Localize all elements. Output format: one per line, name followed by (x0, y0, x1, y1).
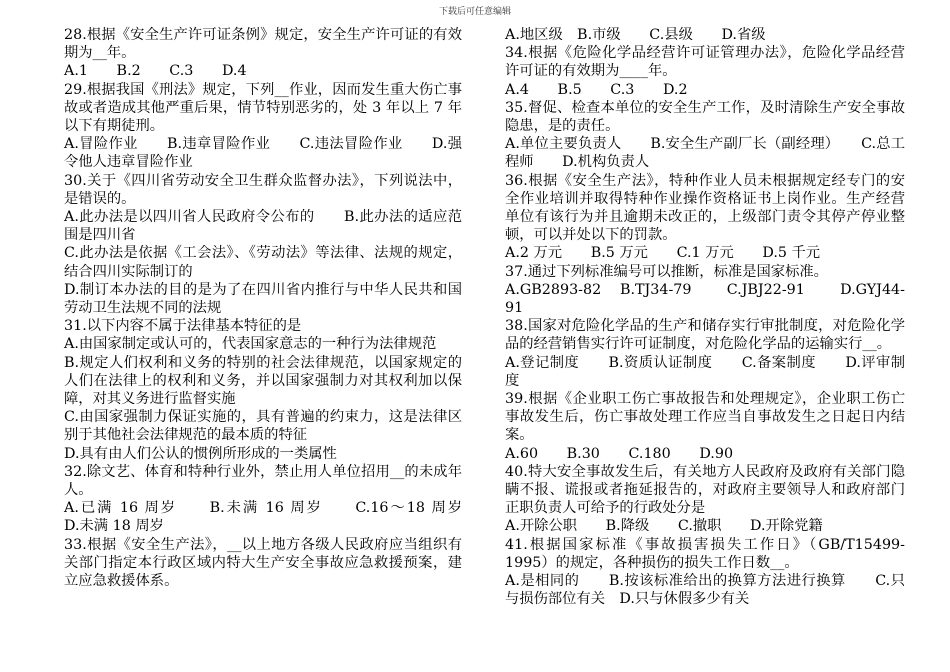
question-31-option-b: B.规定人们权利和义务的特别的社会法律规范，以国家规定的人们在法律上的权利和义务，并以国家强制力对其权利加以保障，对其义务进行监督实施 (64, 354, 462, 408)
question-31-option-a: A.由国家制定或认可的，代表国家意志的一种行为法律规范 (64, 336, 437, 353)
question-40: 40.特大安全事故发生后，有关地方人民政府及政府有关部门隐瞒不报、谎报或者拖延报告的，对政府主要领导人和政府部门正职负责人可给予的行政处分是 (505, 463, 905, 517)
question-30-option-d: D.制订本办法的目的是为了在四川省内推行与中华人民共和国劳动卫生法规不同的法规 (64, 281, 462, 317)
question-34-options: A.4 B.5 C.3 D.2 (505, 81, 688, 98)
question-31: 31.以下内容不属于法律基本特征的是 (64, 318, 302, 335)
question-29-options: A.冒险作业 B.违章冒险作业 C.违法冒险作业 D.强令他人违章冒险作业 (64, 136, 462, 171)
question-37-options: A.GB2893-82 B.TJ34-79 C.JBJ22-91 D.GYJ44-91 (505, 281, 905, 317)
question-32-options: A.已满 16 周岁 B.未满 16 周岁 C.16～18 周岁 D.未满 18 周岁 (64, 500, 491, 535)
question-38: 38.国家对危险化学品的生产和储存实行审批制度，对危险化学品的经营销售实行许可证制度，对危险化学品的运输实行__。 (505, 318, 905, 353)
question-39-options: A.60 B.30 C.180 D.90 (505, 445, 734, 462)
right-column (505, 26, 905, 609)
question-35: 35.督促、检查本单位的安全生产工作，及时清除生产安全事故隐患，是的责任。 (505, 99, 905, 135)
question-38-options: A.登记制度 B.资质认证制度 C.备案制度 D.评审制度 (505, 354, 905, 389)
question-31-option-c: C.由国家强制力保证实施的，具有普遍的约束力，这是法律区别于其他社会法律规范的最本质的特征 (64, 409, 462, 444)
question-40-options: A.开除公职 B.降级 C.撤职 D.开除党籍 (505, 518, 823, 535)
question-30: 30.关于《四川省劳动安全卫生群众监督办法》，下列说法中，是错误的。 (64, 172, 462, 207)
left-column (64, 26, 491, 590)
question-34: 34.根据《危险化学品经营许可证管理办法》，危险化学品经营许可证的有效期为____年。 (505, 45, 905, 80)
question-30-option-ab: A.此办法是以四川省人民政府令公布的 B.此办法的适应范围是四川省 (64, 209, 462, 244)
question-33-options: A.地区级 B.市级 C.县级 D.省级 (505, 27, 766, 43)
question-31-option-d: D.具有由人们公认的惯例所形成的一类属性 (64, 445, 337, 462)
question-33: 33.根据《安全生产法》，__以上地方各级人民政府应当组织有关部门指定本行政区域内特大生产安全事故应急救援预案，建立应急救援体系。 (64, 536, 462, 590)
question-37: 37.通过下列标准编号可以推断，标准是国家标准。 (505, 263, 828, 280)
question-30-option-c: C.此办法是依据《工会法》、《劳动法》等法律、法规的规定，结合四川实际制订的 (64, 245, 462, 280)
question-41-options: A.是相同的 B.按该标准给出的换算方法进行换算 C.只与损伤部位有关 D.只与休假多少有关 (505, 573, 905, 608)
question-36-options: A.2 万元 B.5 万元 C.1 万元 D.5 千元 (505, 245, 821, 262)
question-36: 36.根据《安全生产法》，特种作业人员未根据规定经专门的安全作业培训并取得特种作业操作资格证书上岗作业。生产经营单位有该行为并且逾期未改正的，上级部门责令其停产停业整顿，可以并处以下的罚款。 (505, 172, 905, 244)
question-29: 29.根据我国《刑法》规定，下列__作业，因而发生重大伤亡事故或者造成其他严重后果，情节特别恶劣的，处 3 年以上 7 年以下有期徒刑。 (64, 81, 462, 135)
question-41: 41.根据国家标准《事故损害损失工作日》（GB/T15499-1995）的规定，各种损伤的损失工作日数__。 (505, 536, 905, 571)
question-35-options: A.单位主要负责人 B.安全生产副厂长（副经理） C.总工程师 D.机构负责人 (505, 136, 905, 171)
question-32: 32.除文艺、体育和特种行业外，禁止用人单位招用__的未成年人。 (64, 463, 462, 499)
question-28-options: A.1 B.2 C.3 D.4 (64, 63, 247, 80)
page-header: 下载后可任意编辑 (438, 7, 511, 17)
question-28: 28.根据《安全生产许可证条例》规定，安全生产许可证的有效期为__年。 (64, 27, 462, 62)
question-39: 39.根据《企业职工伤亡事故报告和处理规定》，企业职工伤亡事故发生后，伤亡事故处理工作应当自事故发生之日起日内结案。 (505, 391, 905, 444)
